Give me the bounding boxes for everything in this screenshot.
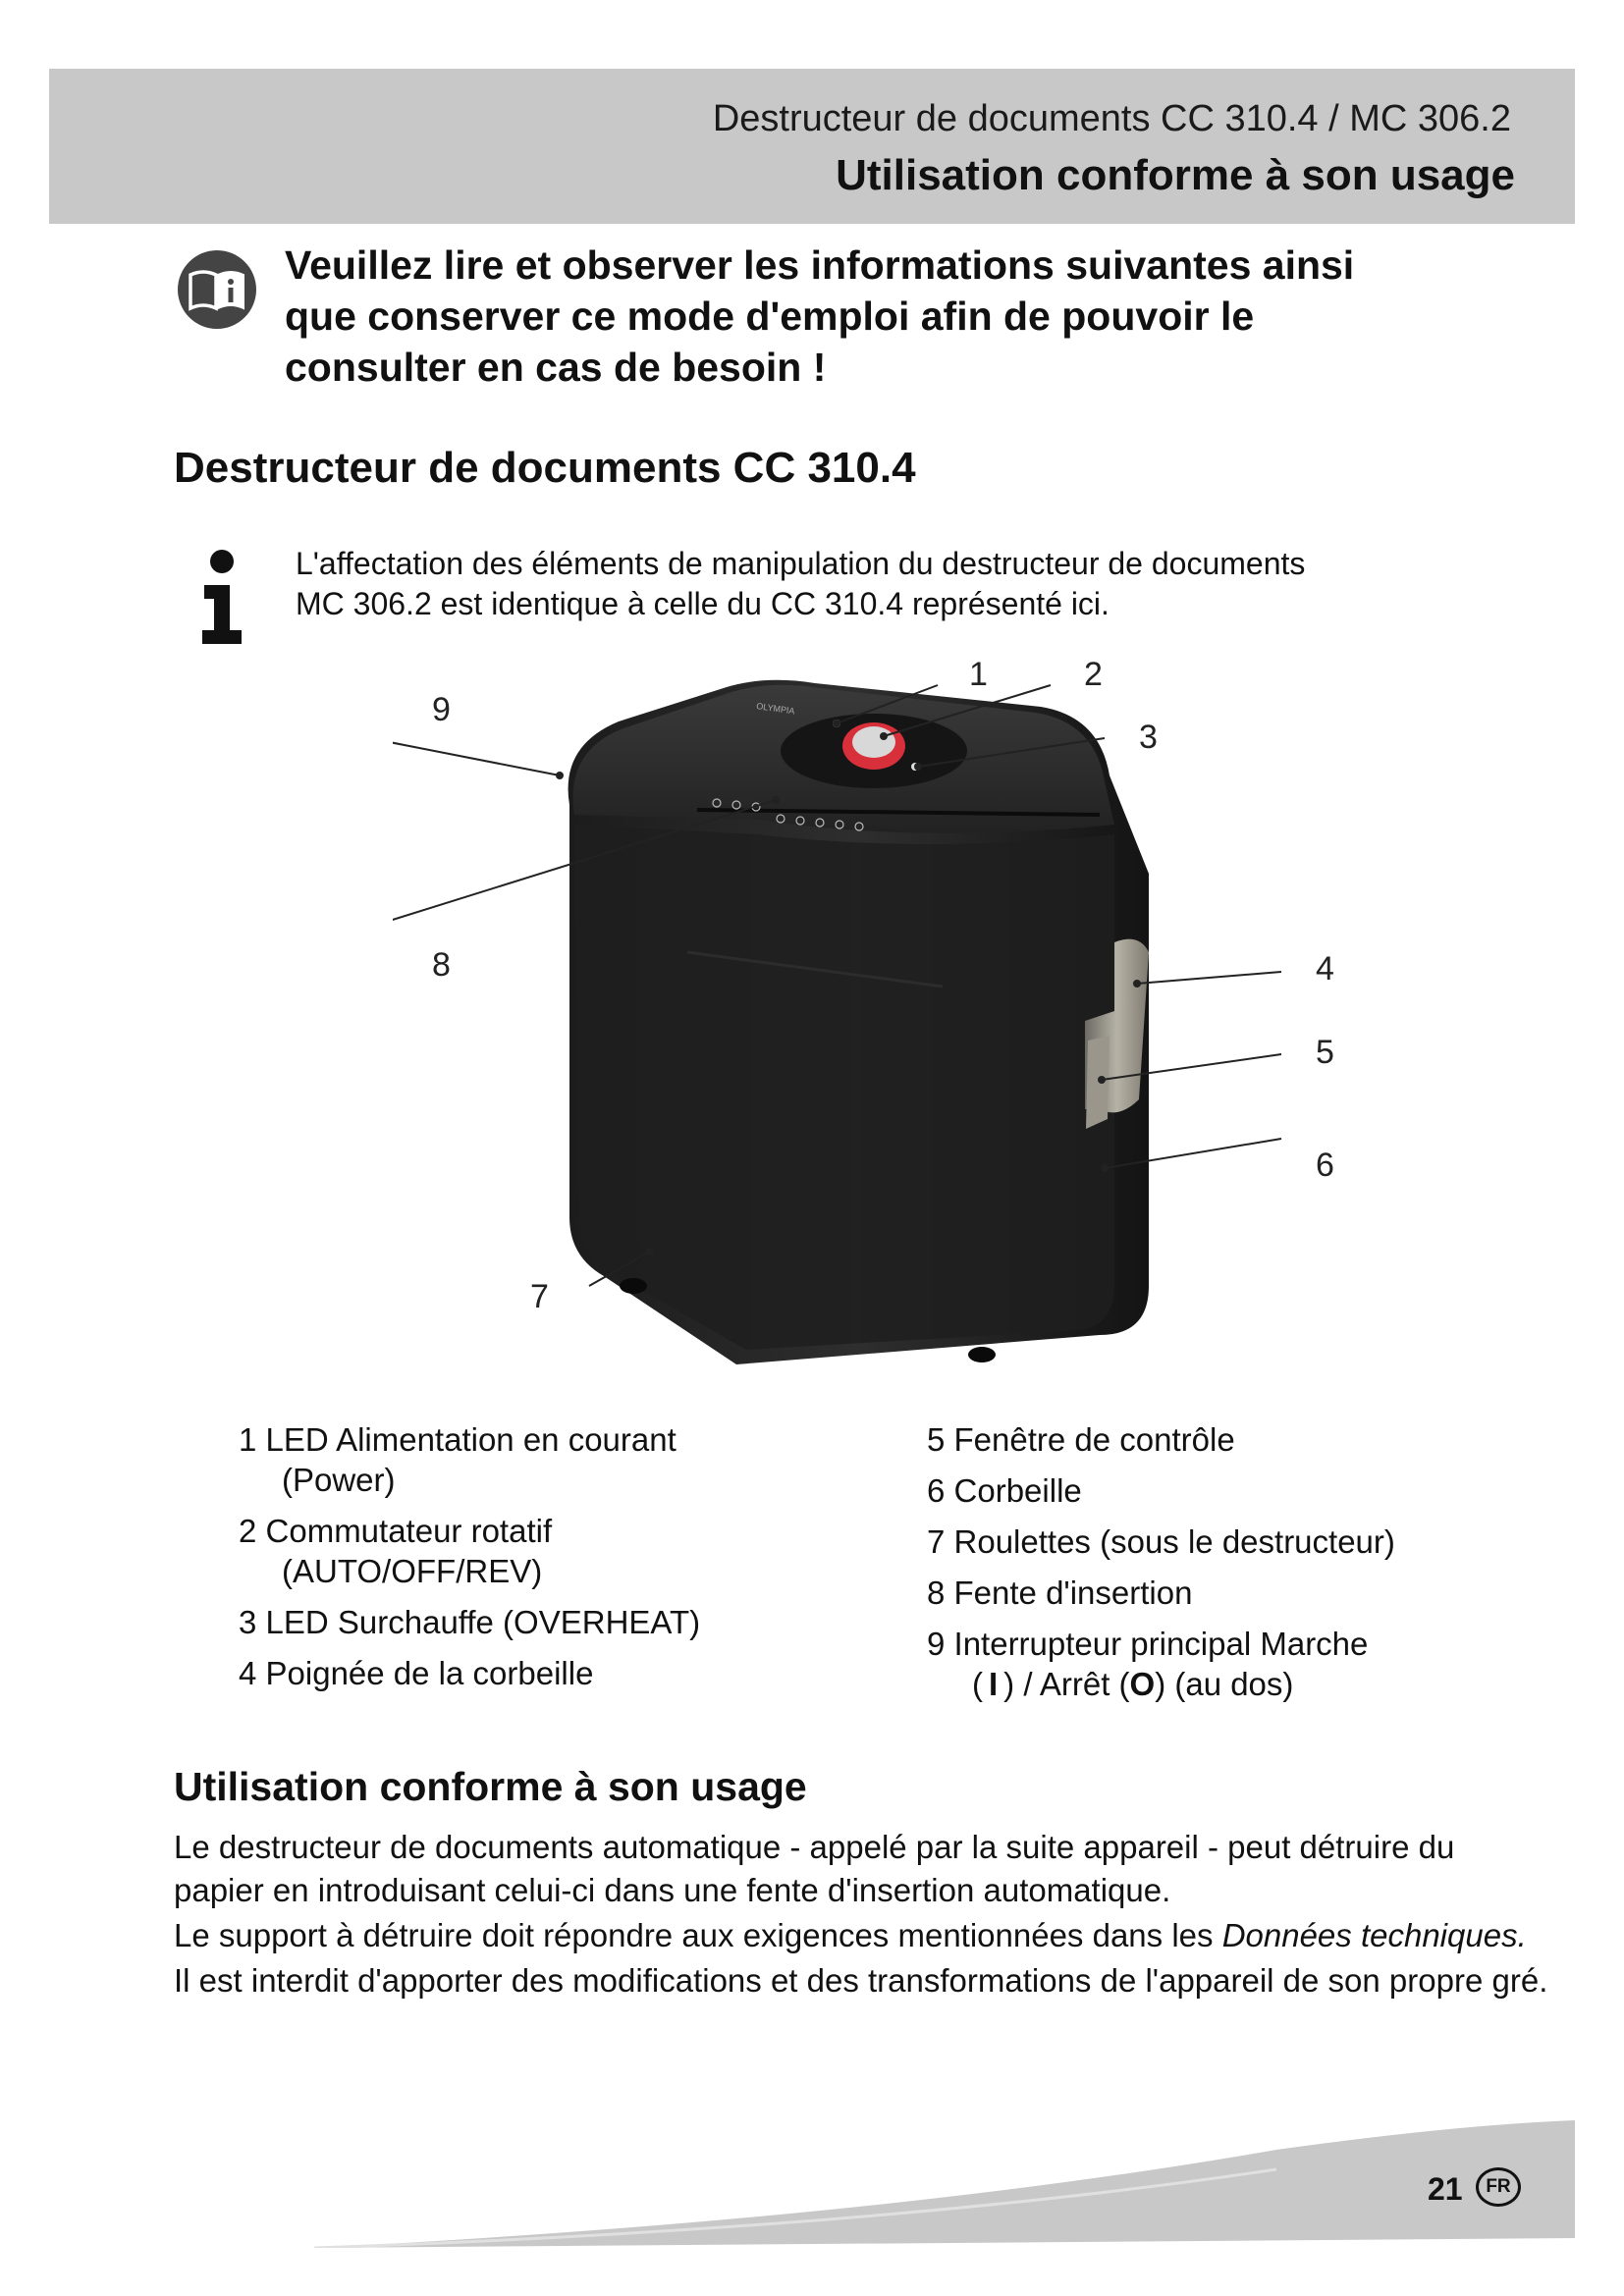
callout-3: 3	[1139, 719, 1158, 756]
callout-9: 9	[432, 691, 451, 728]
legend-label: 2 Commutateur rotatif	[239, 1513, 553, 1549]
notice-text	[285, 240, 1522, 393]
legend-paren-open: (	[972, 1666, 983, 1702]
usage-paragraph: Il est interdit d'apporter des modifications et des transformations de l'appareil de son propre gré.	[174, 1962, 1548, 1999]
legend-label: 3 LED Surchauffe (OVERHEAT)	[239, 1604, 701, 1640]
language-badge: FR	[1476, 2167, 1521, 2207]
usage-paragraph	[174, 1914, 1548, 1957]
usage-heading: Utilisation conforme à son usage	[174, 1764, 807, 1809]
legend-item	[927, 1522, 1555, 1562]
section-title: Utilisation conforme à son usage	[836, 151, 1515, 199]
on-symbol: I	[989, 1666, 999, 1702]
legend-label: 4 Poignée de la corbeille	[239, 1655, 594, 1691]
wheel	[620, 1278, 647, 1294]
legend-label: 6 Corbeille	[927, 1472, 1082, 1509]
footer-swoosh	[0, 2110, 1624, 2248]
legend-sublabel	[927, 1664, 1555, 1704]
info-note-text	[296, 544, 1533, 624]
brand-label: OLYMPIA	[755, 701, 796, 717]
usage-text: Le support à détruire doit répondre aux exigences mentionnées dans les	[174, 1917, 1222, 1953]
legend-label: 7 Roulettes (sous le destructeur)	[927, 1523, 1395, 1560]
info-line: MC 306.2 est identique à celle du CC 310.4 représenté ici.	[296, 586, 1110, 621]
info-line: L'affectation des éléments de manipulation du destructeur de documents	[296, 546, 1306, 581]
callout-7: 7	[530, 1278, 549, 1315]
front-panel	[574, 825, 1114, 1350]
callout-6: 6	[1316, 1147, 1334, 1184]
off-symbol: O	[1129, 1666, 1156, 1702]
shredder-figure	[393, 648, 1335, 1374]
page-number: 21	[1428, 2171, 1463, 2207]
legend-item	[927, 1419, 1555, 1460]
callout-1: 1	[969, 656, 988, 693]
legend-label: 9 Interrupteur principal Marche	[927, 1626, 1369, 1662]
callout-8: 8	[432, 946, 451, 984]
notice-line: Veuillez lire et observer les informations suivantes ainsi	[285, 242, 1355, 288]
legend-item	[927, 1470, 1555, 1511]
legend-item	[927, 1624, 1555, 1704]
legend-left	[239, 1419, 867, 1704]
usage-body	[174, 1826, 1548, 2004]
notice-line: consulter en cas de besoin !	[285, 345, 827, 390]
legend-item	[927, 1573, 1555, 1613]
callout-4: 4	[1316, 950, 1334, 988]
wheel	[968, 1347, 996, 1362]
dial-knob	[852, 726, 895, 758]
callout-2: 2	[1084, 656, 1103, 693]
legend-middle: ) / Arrêt (	[1003, 1666, 1130, 1702]
notice-line: que conserver ce mode d'emploi afin de pouvoir le	[285, 294, 1255, 339]
legend-item	[239, 1653, 867, 1693]
info-icon	[196, 548, 247, 646]
manual-info-icon	[177, 249, 257, 330]
legend-suffix: ) (au dos)	[1155, 1666, 1294, 1702]
legend-item	[239, 1602, 867, 1642]
legend-label: 8 Fente d'insertion	[927, 1575, 1193, 1611]
legend-label: 1 LED Alimentation en courant	[239, 1421, 677, 1458]
legend-sublabel: (Power)	[282, 1462, 396, 1498]
technical-data-reference: Données techniques.	[1221, 1917, 1527, 1953]
legend-right	[927, 1419, 1555, 1715]
header-band	[49, 69, 1575, 224]
callout-5: 5	[1316, 1034, 1334, 1071]
legend-item	[239, 1511, 867, 1591]
usage-paragraph: Le destructeur de documents automatique - appelé par la suite appareil - peut détruire du papier en introduisant celui-ci dans une fente d'insertion automatique.	[174, 1829, 1455, 1908]
legend-item	[239, 1419, 867, 1500]
control-window	[1086, 1036, 1110, 1129]
legend-label: 5 Fenêtre de contrôle	[927, 1421, 1235, 1458]
legend-sublabel: (AUTO/OFF/REV)	[282, 1553, 543, 1589]
model-heading: Destructeur de documents CC 310.4	[174, 444, 916, 492]
document-title: Destructeur de documents CC 310.4 / MC 306.2	[712, 98, 1511, 139]
